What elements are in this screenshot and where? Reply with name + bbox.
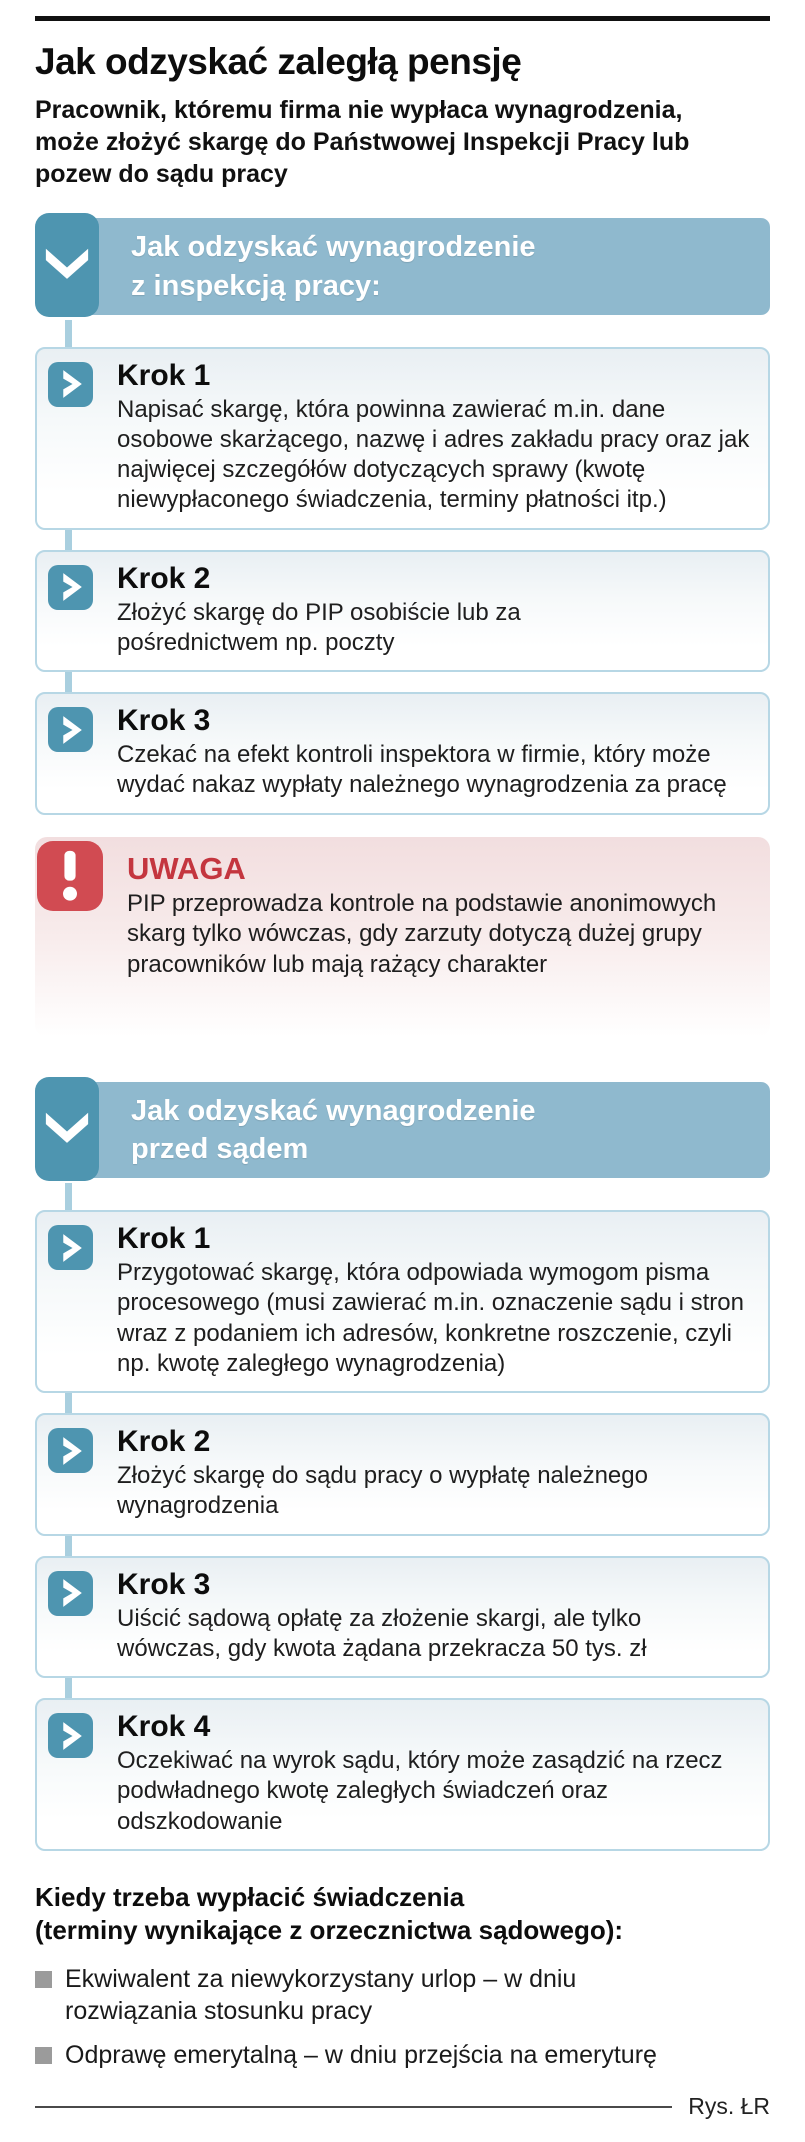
step-card-court-4 xyxy=(35,1698,770,1851)
section-title-line2: przed sądem xyxy=(131,1132,309,1165)
step-card-court-3 xyxy=(35,1556,770,1678)
step-title: Krok 1 xyxy=(117,1222,211,1256)
flow-connector xyxy=(65,530,72,550)
step-title: Krok 1 xyxy=(117,358,211,392)
section-title-line1: Jak odzyskać wynagrodzenie xyxy=(131,231,536,264)
chevron-right-icon xyxy=(48,1713,93,1758)
chevron-right-icon xyxy=(48,707,93,752)
section-title-bar xyxy=(43,218,770,315)
section-title-line1: Jak odzyskać wynagrodzenie xyxy=(131,1094,536,1127)
chevron-right-icon xyxy=(48,362,93,407)
page-title: Jak odzyskać zaległą pensję xyxy=(35,41,522,82)
warning-title: UWAGA xyxy=(127,850,246,886)
step-text: Złożyć skargę do sądu pracy o wypłatę należnego wynagrodzenia xyxy=(117,1462,648,1520)
spacer xyxy=(35,1037,770,1077)
intro-text: Pracownik, któremu firma nie wypłaca wynagrodzenia, może złożyć skargę do Państwowej Inspekcji Pracy lub pozew do sądu pracy xyxy=(35,96,690,188)
section-header-court xyxy=(35,1082,770,1179)
step-text: Złożyć skargę do PIP osobiście lub za pośrednictwem np. poczty xyxy=(117,598,521,656)
flow-connector xyxy=(65,1678,72,1698)
bullet-text: Odprawę emerytalną – w dniu przejścia na emeryturę xyxy=(65,2041,657,2070)
flow-connector xyxy=(65,1183,72,1210)
step-title: Krok 3 xyxy=(117,704,211,738)
step-card-inspection-3 xyxy=(35,692,770,814)
flow-connector xyxy=(65,1393,72,1413)
footer-rule xyxy=(35,2106,672,2108)
section-title-bar xyxy=(43,1082,770,1179)
credit-text: Rys. ŁR xyxy=(688,2093,770,2120)
deadlines-heading-line2: (terminy wynikające z orzecznictwa sądowego): xyxy=(35,1915,624,1946)
flow-connector xyxy=(65,672,72,692)
infographic-page xyxy=(0,16,805,2120)
deadlines-heading-line1: Kiedy trzeba wypłacić świadczenia xyxy=(35,1881,465,1912)
chevron-right-icon xyxy=(48,565,93,610)
chevron-right-icon xyxy=(48,1225,93,1270)
step-title: Krok 3 xyxy=(117,1567,211,1601)
step-title: Krok 2 xyxy=(117,1425,211,1459)
top-rule xyxy=(35,16,770,21)
bullet-square-icon xyxy=(35,2047,52,2064)
step-title: Krok 2 xyxy=(117,561,211,595)
step-card-inspection-2 xyxy=(35,550,770,672)
bullet-text: Ekwiwalent za niewykorzystany urlop – w dniu rozwiązania stosunku pracy xyxy=(65,1965,577,2026)
flow-connector xyxy=(65,320,72,347)
step-card-court-1 xyxy=(35,1210,770,1393)
list-item xyxy=(35,2039,770,2071)
bullet-square-icon xyxy=(35,1971,52,1988)
section-title-line2: z inspekcją pracy: xyxy=(131,269,381,302)
flow-connector xyxy=(65,1536,72,1556)
footer xyxy=(35,2093,770,2120)
step-text: Czekać na efekt kontroli inspektora w firmie, który może wydać nakaz wypłaty należnego wynagrodzenia za pracę xyxy=(117,741,727,799)
list-item xyxy=(35,1963,770,2027)
chevron-right-icon xyxy=(48,1428,93,1473)
step-text: Uiścić sądową opłatę za złożenie skargi, ale tylko wówczas, gdy kwota żądana przekracza 50 tys. zł xyxy=(117,1604,647,1662)
warning-card xyxy=(35,837,770,1037)
chevron-right-icon xyxy=(48,1571,93,1616)
chevron-down-icon xyxy=(35,213,99,317)
step-text: Oczekiwać na wyrok sądu, który może zasądzić na rzecz podwładnego kwotę zaległych świadczeń oraz odszkodowanie xyxy=(117,1747,723,1835)
chevron-down-icon xyxy=(35,1077,99,1181)
step-text: Przygotować skargę, która odpowiada wymogom pisma procesowego (musi zawierać m.in. oznaczenie sądu i stron wraz z podaniem ich adresów, konkretne roszczenie, czyli np. kwotę zaległego wynagrodzenia) xyxy=(117,1259,744,1377)
warning-exclamation-icon xyxy=(37,841,103,911)
step-card-court-2 xyxy=(35,1413,770,1535)
step-text: Napisać skargę, która powinna zawierać m.in. dane osobowe skarżącego, nazwę i adres zakładu pracy oraz jak najwięcej szczegółów dotyczących sprawy (kwotę niewypłaconego świadczenia, terminy płatności itp.) xyxy=(117,395,750,514)
step-card-inspection-1 xyxy=(35,347,770,530)
section-header-inspection xyxy=(35,218,770,315)
warning-text: PIP przeprowadza kontrole na podstawie anonimowych skarg tylko wówczas, gdy zarzuty dotyczą dużej grupy pracowników lub mają rażący charakter xyxy=(127,889,717,978)
deadlines-heading xyxy=(35,1881,770,1948)
step-title: Krok 4 xyxy=(117,1710,211,1744)
